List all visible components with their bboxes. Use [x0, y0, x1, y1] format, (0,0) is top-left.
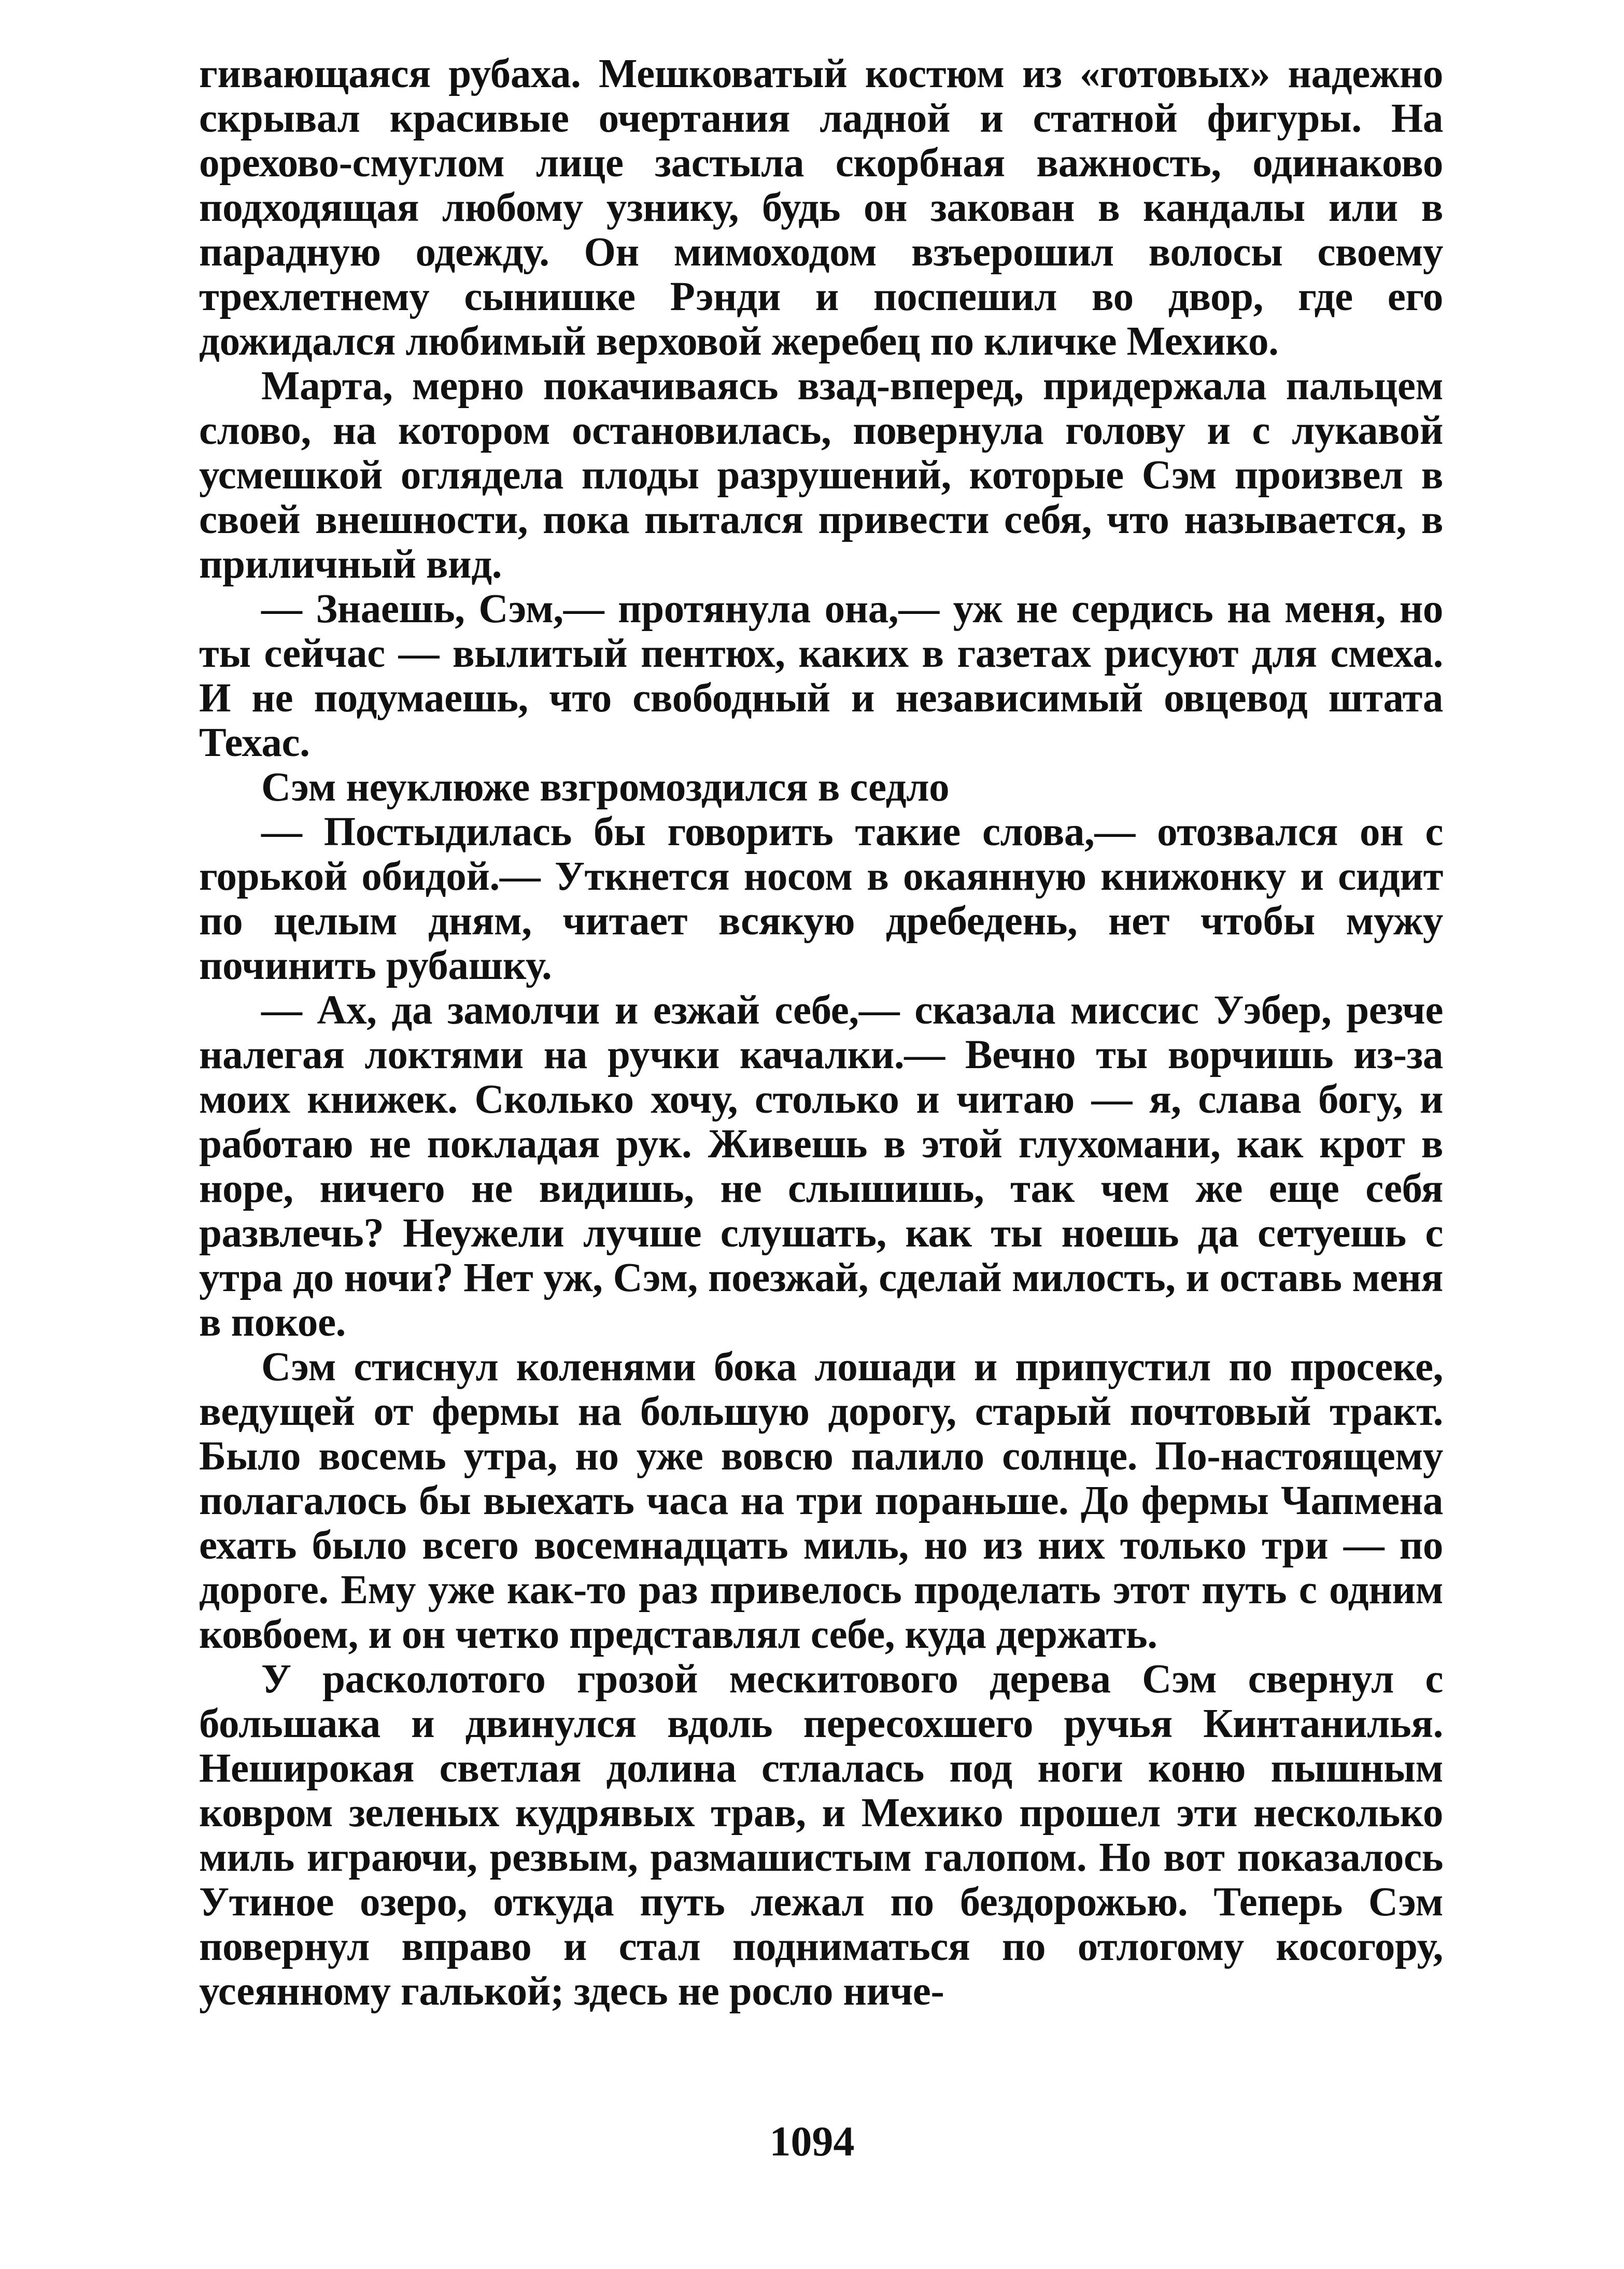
page-number: 1094: [769, 2118, 855, 2165]
paragraph-8: У расколотого грозой мескитового дерева Сэм свернул с большака и двинулся вдоль пересохшего ручья Кинтанилья. Неширокая светлая долина стлалась под ноги коню пышным ковром зеленых кудрявых трав, и Мехико прошел эти несколько миль играючи, резвым, размашистым галопом. Но вот показалось Утиное озеро, откуда путь лежал по бездорожью. Теперь Сэм повернул вправо и стал подниматься по отлогому косогору, усеянному галькой; здесь не росло ниче-: [199, 1657, 1443, 2014]
body-text: [199, 52, 1443, 2014]
paragraph-6: — Ах, да замолчи и езжай себе,— сказала миссис Уэбер, резче налегая локтями на ручки качалки.— Вечно ты ворчишь из-за моих книжек. Сколько хочу, столько и читаю — я, слава богу, и работаю не покладая рук. Живешь в этой глухомани, как крот в норе, ничего не видишь, не слышишь, так чем же еще себя развлечь? Неужели лучше слушать, как ты ноешь да сетуешь с утра до ночи? Нет уж, Сэм, поезжай, сделай милость, и оставь меня в покое.: [199, 988, 1443, 1345]
paragraph-1: гивающаяся рубаха. Мешковатый костюм из «готовых» надежно скрывал красивые очертания ладной и статной фигуры. На орехово-смуглом лице застыла скорбная важность, одинаково подходящая любому узнику, будь он закован в кандалы или в парадную одежду. Он мимоходом взъерошил волосы своему трехлетнему сынишке Рэнди и поспешил во двор, где его дожидался любимый верховой жеребец по кличке Мехико.: [199, 51, 1443, 364]
paragraph-3: — Знаешь, Сэм,— протянула она,— уж не сердись на меня, но ты сейчас — вылитый пентюх, каких в газетах рисуют для смеха. И не подумаешь, что свободный и независимый овцевод штата Техас.: [199, 586, 1443, 765]
paragraph-4: Сэм неуклюже взгромоздился в седло: [261, 765, 950, 810]
paragraph-2: Марта, мерно покачиваясь взад-вперед, придержала пальцем слово, на котором остановилась, повернула голову и с лукавой усмешкой оглядела плоды разрушений, которые Сэм произвел в своей внешности, пока пытался привести себя, что называется, в приличный вид.: [199, 363, 1443, 587]
paragraph-7: Сэм стиснул коленями бока лошади и припустил по просеке, ведущей от фермы на большую дорогу, старый почтовый тракт. Было восемь утра, но уже вовсю палило солнце. По-настоящему полагалось бы выехать часа на три пораньше. До фермы Чапмена ехать было всего восемнадцать миль, но из них только три — по дороге. Ему уже как-то раз привелось проделать этот путь с одним ковбоем, и он четко представлял себе, куда держать.: [199, 1344, 1443, 1657]
paragraph-5: — Постыдилась бы говорить такие слова,— отозвался он с горькой обидой.— Уткнется носом в окаянную книжонку и сидит по целым дням, читает всякую дребедень, нет чтобы мужу починить рубашку.: [199, 809, 1443, 988]
